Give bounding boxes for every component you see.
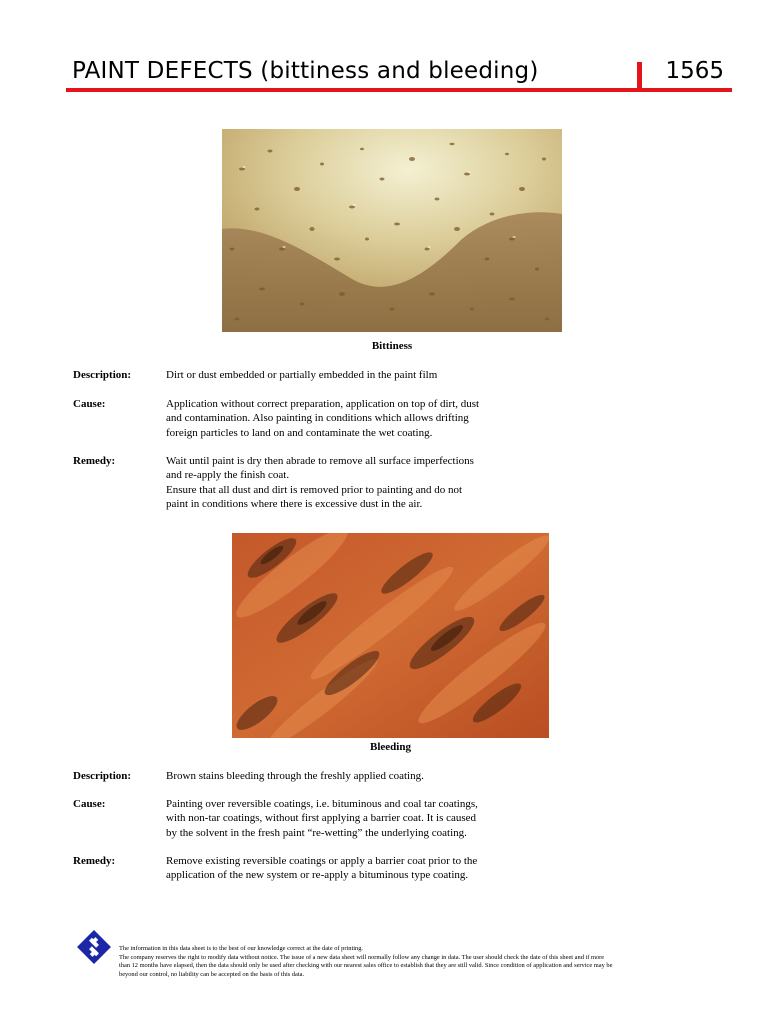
bittiness-photo <box>222 129 562 332</box>
description-label: Description: <box>73 369 132 381</box>
disclaimer-line: The company reserves the right to modify data without notice. The issue of a new data sheet will normally follow any change in data. The user should check the date of this sheet and if more <box>119 953 605 961</box>
text-line: paint in conditions where there is excessive dust in the air. <box>166 497 423 510</box>
cause-text <box>166 797 566 840</box>
text-line: and contamination. Also painting in conditions which allows drifting <box>166 412 469 425</box>
page-title: PAINT DEFECTS (bittiness and bleeding) <box>72 58 539 84</box>
text-line: foreign particles to land on and contaminate the wet coating. <box>166 426 433 439</box>
text-line: Wait until paint is dry then abrade to remove all surface imperfections <box>166 455 474 467</box>
company-logo-icon <box>76 929 112 965</box>
bittiness-caption: Bittiness <box>371 340 413 352</box>
remedy-text <box>166 854 566 883</box>
description-text <box>166 769 566 783</box>
disclaimer <box>119 945 729 979</box>
text-line: by the solvent in the fresh paint “re-wetting” the underlying coating. <box>166 826 467 839</box>
text-line: Application without correct preparation, application on top of dirt, dust <box>166 398 480 410</box>
bleeding-caption: Bleeding <box>370 741 411 753</box>
bleeding-photo <box>232 533 549 738</box>
text-line: with non-tar coatings, without first applying a barrier coat. It is caused <box>166 812 477 825</box>
text-line: application of the new system or re-apply a bituminous type coating. <box>166 869 469 882</box>
cause-text <box>166 397 566 440</box>
description-text <box>166 368 566 382</box>
disclaimer-line: beyond our control, no liability can be accepted on the basis of this data. <box>119 970 305 978</box>
text-line: Painting over reversible coatings, i.e. bituminous and coal tar coatings, <box>166 798 478 810</box>
text-line: Dirt or dust embedded or partially embedded in the paint film <box>166 369 438 381</box>
text-line: Ensure that all dust and dirt is removed prior to painting and do not <box>166 483 463 496</box>
remedy-text <box>166 454 566 511</box>
remedy-label: Remedy: <box>73 455 116 467</box>
text-line: Brown stains bleeding through the freshly applied coating. <box>166 770 424 782</box>
disclaimer-line: The information in this data sheet is to the best of our knowledge correct at the date of printing. <box>119 945 364 952</box>
text-line: Remove existing reversible coatings or apply a barrier coat prior to the <box>166 855 478 867</box>
disclaimer-line: than 12 months have elapsed, then the data should only be used after checking with our nearest sales office to establish that they are still valid. Since condition of application and service may be <box>119 962 613 970</box>
header-rule <box>66 88 732 92</box>
cause-label: Cause: <box>73 798 106 810</box>
sheet-number: 1565 <box>665 58 724 84</box>
text-line: and re-apply the finish coat. <box>166 469 290 482</box>
remedy-label: Remedy: <box>73 855 116 867</box>
cause-label: Cause: <box>73 398 106 410</box>
description-label: Description: <box>73 770 132 782</box>
